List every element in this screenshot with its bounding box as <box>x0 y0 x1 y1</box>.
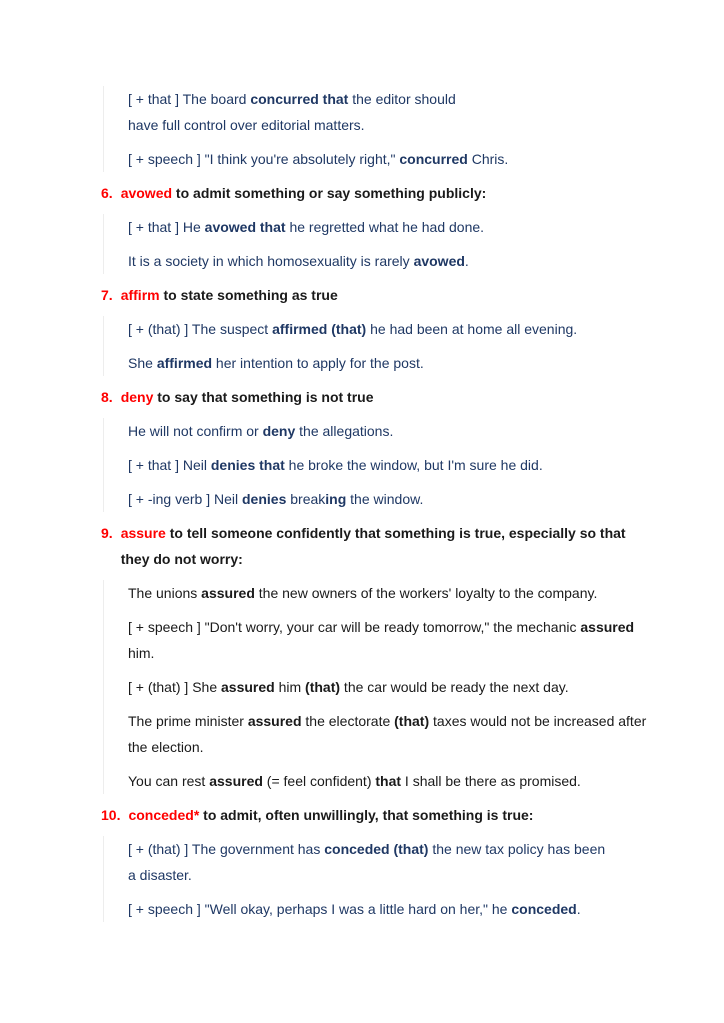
text-segment: She <box>128 355 157 371</box>
text-segment: concurred <box>399 151 468 167</box>
entry-number: 9. <box>101 525 113 541</box>
text-segment: (that) <box>394 713 430 729</box>
text-segment: the editor should <box>348 91 456 107</box>
text-segment: assured <box>221 679 275 695</box>
text-line <box>128 862 724 888</box>
example-group <box>103 316 724 376</box>
text-segment: The unions <box>128 585 202 601</box>
entry-heading-text <box>121 384 374 410</box>
text-segment: Chris. <box>467 151 509 167</box>
text-segment: the new tax policy has been <box>428 841 606 857</box>
text-segment: [ + -ing verb ] Neil <box>128 491 242 507</box>
text-segment: affirmed <box>156 355 213 371</box>
text-segment: he broke the window, but I'm sure he did. <box>284 457 543 473</box>
text-line <box>121 180 487 206</box>
example-paragraph <box>128 580 724 606</box>
example-paragraph <box>128 768 724 794</box>
example-group <box>103 418 724 512</box>
text-line <box>128 768 724 794</box>
example-paragraph <box>128 836 724 888</box>
text-line <box>128 802 533 828</box>
text-line <box>128 614 724 640</box>
entry-number: 10. <box>101 807 121 823</box>
text-segment: her intention to apply for the post. <box>212 355 424 371</box>
text-segment: him. <box>128 645 155 661</box>
text-segment: [ + speech ] "Don't worry, your car will be ready tomorrow," the mechanic <box>128 619 581 635</box>
headword-text: avowed <box>120 185 173 201</box>
text-segment: [ + that ] He <box>128 219 205 235</box>
text-segment: conceded <box>511 901 577 917</box>
text-segment: to tell someone confidently that something is true, especially so that <box>165 525 626 541</box>
example-paragraph <box>128 86 724 138</box>
headword-text: deny <box>120 389 154 405</box>
text-segment: the car would be ready the next day. <box>340 679 569 695</box>
example-group <box>103 580 724 794</box>
text-segment: he regretted what he had done. <box>285 219 485 235</box>
text-line <box>128 674 724 700</box>
text-line <box>128 248 724 274</box>
entry-heading <box>101 180 724 206</box>
example-paragraph <box>128 146 724 172</box>
text-segment: (that) <box>305 679 341 695</box>
text-segment: [ + speech ] "I think you're absolutely right," <box>128 151 400 167</box>
text-segment: him <box>274 679 306 695</box>
text-segment: [ + that ] Neil <box>128 457 211 473</box>
text-segment: have full control over editorial matters. <box>128 117 365 133</box>
example-paragraph <box>128 708 724 760</box>
text-segment: deny <box>262 423 296 439</box>
text-segment: denies <box>242 491 287 507</box>
text-line <box>128 146 724 172</box>
example-group <box>103 86 724 172</box>
text-segment: It is a society in which homosexuality is rarely <box>128 253 414 269</box>
text-segment: . <box>576 901 581 917</box>
example-paragraph <box>128 896 724 922</box>
text-segment: avowed that <box>204 219 286 235</box>
text-segment: affirmed (that) <box>272 321 367 337</box>
text-line <box>128 214 724 240</box>
text-line <box>128 734 724 760</box>
text-line <box>121 520 626 546</box>
example-paragraph <box>128 674 724 700</box>
text-segment: to admit, often unwillingly, that something is true: <box>199 807 534 823</box>
text-segment: a disaster. <box>128 867 192 883</box>
text-segment: [ + (that) ] She <box>128 679 221 695</box>
text-segment: denies that <box>210 457 285 473</box>
entry-heading-text <box>121 180 487 206</box>
text-segment: He will not confirm or <box>128 423 263 439</box>
example-group <box>103 836 724 922</box>
text-segment: assured <box>247 713 302 729</box>
text-segment: the election. <box>128 739 204 755</box>
entry-heading <box>101 802 724 828</box>
text-line <box>128 708 724 734</box>
text-line <box>128 486 724 512</box>
text-segment: I shall be there as promised. <box>401 773 581 789</box>
text-segment: concurred that <box>250 91 349 107</box>
example-paragraph <box>128 418 724 444</box>
example-paragraph <box>128 248 724 274</box>
text-segment: to admit something or say something publicly: <box>172 185 487 201</box>
text-line <box>128 452 724 478</box>
text-line <box>128 896 724 922</box>
text-segment: that <box>375 773 402 789</box>
entry-number: 8. <box>101 389 113 405</box>
text-segment: ing <box>325 491 347 507</box>
text-segment: the allegations. <box>295 423 394 439</box>
text-segment: avowed <box>413 253 465 269</box>
text-segment: assured <box>209 773 263 789</box>
example-paragraph <box>128 486 724 512</box>
entry-number: 7. <box>101 287 113 303</box>
text-line <box>128 86 724 112</box>
text-line <box>128 640 724 666</box>
text-segment: [ + (that) ] The suspect <box>128 321 273 337</box>
entry-number: 6. <box>101 185 113 201</box>
text-segment: he had been at home all evening. <box>366 321 578 337</box>
text-segment: to say that something is not true <box>153 389 374 405</box>
text-segment: [ + that ] The board <box>128 91 251 107</box>
text-segment: they do not worry: <box>120 551 243 567</box>
text-segment: to state something as true <box>159 287 338 303</box>
text-segment: assured <box>580 619 635 635</box>
text-segment: You can rest <box>128 773 210 789</box>
text-segment: the electorate <box>301 713 395 729</box>
text-segment: the window. <box>346 491 424 507</box>
example-group <box>103 214 724 274</box>
entry-heading <box>101 520 724 572</box>
example-paragraph <box>128 452 724 478</box>
entry-heading-text <box>121 282 338 308</box>
headword-text: assure <box>120 525 166 541</box>
text-line <box>121 282 338 308</box>
entry-heading-text <box>128 802 533 828</box>
document-content <box>0 86 724 930</box>
example-paragraph <box>128 316 724 342</box>
example-paragraph <box>128 350 724 376</box>
text-line <box>128 418 724 444</box>
example-paragraph <box>128 214 724 240</box>
text-segment: (= feel confident) <box>262 773 376 789</box>
headword-text: affirm <box>120 287 160 303</box>
text-segment: [ + speech ] "Well okay, perhaps I was a little hard on her," he <box>128 901 512 917</box>
entry-heading-text <box>121 520 626 572</box>
entry-heading <box>101 384 724 410</box>
text-segment: The prime minister <box>128 713 248 729</box>
text-line <box>121 384 374 410</box>
text-segment: break <box>286 491 326 507</box>
text-line <box>128 836 724 862</box>
entry-heading <box>101 282 724 308</box>
headword-text: conceded* <box>128 807 200 823</box>
text-segment: . <box>464 253 469 269</box>
text-line <box>128 580 724 606</box>
text-line <box>128 316 724 342</box>
text-line <box>128 112 724 138</box>
text-segment: the new owners of the workers' loyalty to the company. <box>254 585 598 601</box>
text-segment: conceded (that) <box>324 841 429 857</box>
text-segment: [ + (that) ] The government has <box>128 841 325 857</box>
example-paragraph <box>128 614 724 666</box>
text-line <box>121 546 626 572</box>
text-line <box>128 350 724 376</box>
text-segment: assured <box>201 585 255 601</box>
text-segment: taxes would not be increased after <box>429 713 647 729</box>
